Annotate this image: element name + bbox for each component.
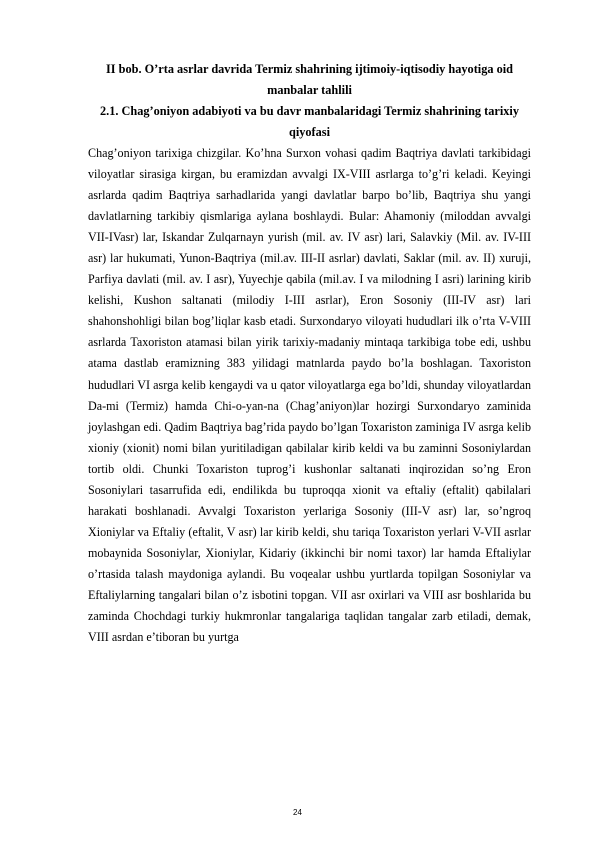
document-page: [88, 59, 531, 648]
chapter-title: II bob. O’rta asrlar davrida Termiz shahrining ijtimoiy-iqtisodiy hayotiga oid manbalar tahlili: [106, 62, 513, 97]
page-number: 24: [293, 808, 302, 817]
section-title: 2.1. Chag’oniyon adabiyoti va bu davr manbalaridagi Termiz shahrining tarixiy qiyofasi: [100, 104, 519, 139]
body-paragraph: Chag’oniyon tarixiga chizgilar. Ko’hna Surxon vohasi qadim Baqtriya davlati tarkibidagi viloyatlar sirasiga kirgan, bu eramizdan avvalgi IX-VIII asrlarga to’g’ri keladi. Keyingi asrlarda qadim Baqtriya sarhadlarida yangi davlatlar barpo bo’lib, Baqtriya shu yangi davlatlarning tarkibiy qismlariga aylana boshlaydi. Bular: Ahamoniy (miloddan avvalgi VII-IVasr) lar, Iskandar Zulqarnayn yurish (mil. av. IV asr) lari, Salavkiy (Mil. av. IV-III asr) lar hukumati, Yunon-Baqtriya (mil.av. III-II asrlar) davlati, Saklar (mil. av. II) xuruji, Parfiya davlati (mil. av. I asr), Yuyechje qabila (mil.av. I va milodning I asri) larining kirib kelishi, Kushon saltanati (milodiy I-III asrlar), Eron Sosoniy (III-IV asr) lari shahonshohligi bilan bog’liqlar kasb etadi. Surxondaryo viloyati hududlari ilk o’rta V-VIII asrlarda Taxoriston atamasi bilan yirik tarixiy-madaniy mintaqa tarkibiga tobe edi, ushbu atama dastlab eramizning 383 yilidagi matnlarda paydo bo’la boshlagan. Taxoriston hududlari VI asrga kelib kengaydi va u qator viloyatlarga ega bo’ldi, shunday viloyatlardan Da-mi (Termiz) hamda Chi-o-yan-na (Chag’aniyon)lar hozirgi Surxondaryo zaminida joylashgan edi. Qadim Baqtriya bag’rida paydo bo’lgan Toxariston zaminiga IV asrga kelib xioniy (xionit) nomi bilan yuritiladigan qabilalar kirib keldi va bu zaminni Sosoniylardan tortib oldi. Chunki Toxariston tuprog’i kushonlar saltanati inqirozidan so’ng Eron Sosoniylari tasarrufida edi, endilikda bu tuproqqa xionit va eftaliy (eftalit) qabilalari harakati boshlanadi. Avvalgi Toxariston yerlariga Sosoniy (III-V asr) lar, so’ngroq Xioniylar va Eftaliy (eftalit, V asr) lar kirib keldi, shu tariqa Toxariston yerlari V-VII asrlar mobaynida Sosoniylar, Xioniylar, Kidariy (ikkinchi bir nomi taxor) lar hamda Eftaliylar o’rtasida talash maydoniga aylandi. Bu voqealar ushbu yurtlarda topilgan Sosoniylar va Eftaliylarning tangalari bilan o’z isbotini topgan. VII asr oxirlari va VIII asr boshlarida bu zaminda Chochdagi turkiy hukmronlar tangalariga taqlidan tangalar zarb etiladi, demak, VIII asrdan e’tiboran bu yurtga: [88, 146, 531, 645]
